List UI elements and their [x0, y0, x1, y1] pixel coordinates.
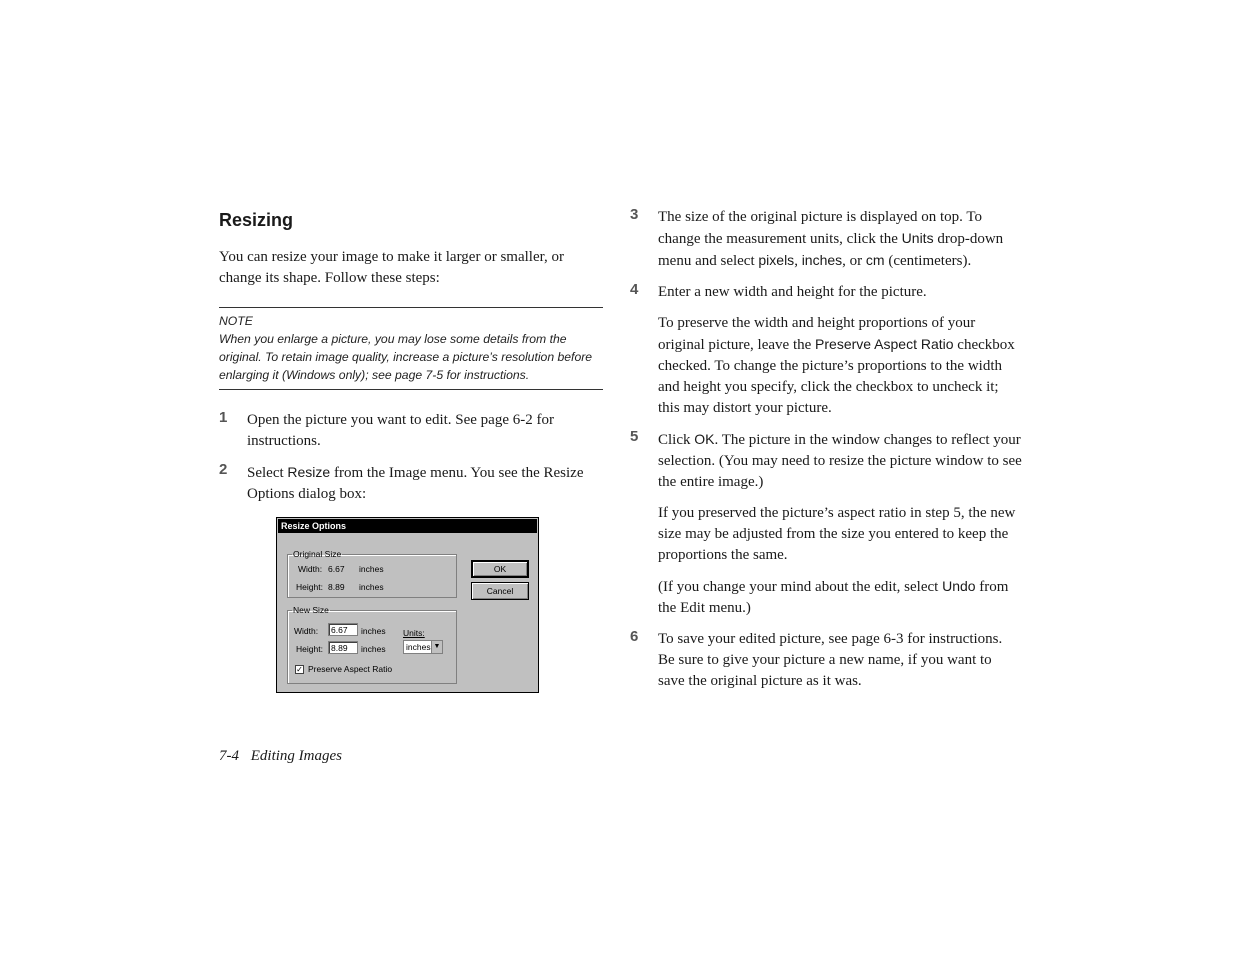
- right-column: [630, 207, 1022, 702]
- ui-ref-cm: cm: [865, 252, 885, 268]
- orig-width-unit: inches: [359, 564, 384, 574]
- step-text: Open the picture you want to edit. See page 6-2 for instructions.: [247, 412, 554, 449]
- preserve-aspect-label[interactable]: Preserve Aspect Ratio: [308, 664, 393, 674]
- ui-ref-pixels: pixels: [758, 252, 795, 268]
- units-selected-value: inches: [406, 642, 431, 652]
- step-2: [219, 462, 603, 505]
- new-width-unit: inches: [361, 626, 386, 636]
- step-number: 2: [219, 461, 228, 478]
- note-text: When you enlarge a picture, you may lose some details from the original. To retain image quality, increase a picture’s resolution before enlarging it (Windows only); see page 7-5 for instructions.: [219, 332, 593, 382]
- step-5: [630, 429, 1022, 493]
- ok-button[interactable]: OK: [471, 560, 529, 578]
- group-legend: Original Size: [293, 549, 342, 559]
- step-number: 3: [630, 206, 639, 223]
- ui-ref-preserve-aspect: Preserve Aspect Ratio: [815, 336, 954, 352]
- step-text-part: Select: [247, 465, 288, 481]
- step-text-part: . The picture in the window changes to reflect your selection. (You may need to resize the picture window to see the entire image.): [658, 432, 1022, 490]
- section-heading: Resizing: [219, 210, 294, 230]
- step-text-part: checkbox checked. To change the picture’s proportions to the width and height you specify, click the checkbox to uncheck it; this may distort your picture.: [658, 337, 1015, 416]
- note-box: [219, 307, 603, 390]
- step-text-part: To preserve the width and height proportions of your original picture, leave the: [658, 315, 976, 353]
- units-select[interactable]: [403, 640, 443, 654]
- footer-section-title: Editing Images: [250, 748, 342, 764]
- step-text-part: ,: [794, 253, 802, 269]
- note-label: NOTE: [219, 314, 253, 328]
- preserve-aspect-checkbox[interactable]: [295, 665, 304, 674]
- step-5-detail-1: [630, 503, 1022, 566]
- orig-height-unit: inches: [359, 582, 384, 592]
- step-text-part: , or: [842, 253, 866, 269]
- step-number: 6: [630, 628, 639, 645]
- units-label: Units:: [403, 628, 425, 638]
- step-text: [247, 462, 603, 505]
- step-1: [219, 410, 603, 452]
- step-4: [630, 282, 1022, 303]
- resize-options-dialog: [276, 517, 539, 693]
- menu-item-ref: Resize: [287, 464, 331, 480]
- intro-paragraph: You can resize your image to make it larger or smaller, or change its shape. Follow these steps:: [219, 249, 564, 286]
- step-text-part: Click: [658, 432, 695, 448]
- new-height-label: Height:: [296, 644, 323, 654]
- step-text-part: (If you change your mind about the edit, select: [658, 579, 943, 595]
- page-number: 7-4: [219, 748, 239, 764]
- step-number: 4: [630, 281, 639, 298]
- orig-height-value: 8.89: [328, 582, 345, 592]
- orig-height-label: Height:: [296, 582, 323, 592]
- step-3: [630, 207, 1022, 272]
- width-input[interactable]: 6.67: [328, 623, 358, 636]
- step-detail-text: [658, 313, 1022, 419]
- step-detail-text: [658, 576, 1022, 619]
- step-text-part: The size of the original picture is displayed on top. To change the measurement units, click the: [658, 209, 983, 247]
- ui-ref-units: Units: [901, 230, 934, 246]
- step-text-part: (centimeters).: [884, 253, 972, 269]
- new-height-unit: inches: [361, 644, 386, 654]
- step-text: [658, 429, 1022, 493]
- step-5-detail-2: [630, 576, 1022, 619]
- step-text-part: from the Image menu. You see the Resize Options dialog box:: [247, 465, 584, 502]
- orig-width-value: 6.67: [328, 564, 345, 574]
- chevron-down-icon[interactable]: ▼: [431, 641, 442, 653]
- left-column: [219, 207, 603, 515]
- page-footer: [219, 748, 342, 765]
- step-text-part: drop-down menu and select: [658, 231, 1004, 269]
- step-number: 1: [219, 409, 228, 426]
- ui-ref-undo: Undo: [942, 578, 976, 594]
- step-text: [658, 207, 1022, 272]
- new-width-label: Width:: [294, 626, 319, 636]
- group-legend: New Size: [293, 605, 329, 615]
- step-text: Enter a new width and height for the picture.: [658, 284, 927, 300]
- height-input[interactable]: 8.89: [328, 641, 358, 654]
- cancel-button[interactable]: Cancel: [471, 582, 529, 600]
- step-text: To save your edited picture, see page 6-3 for instructions. Be sure to give your picture a new name, if you want to save the original picture as it was.: [658, 631, 1003, 689]
- dialog-title: Resize Options: [278, 519, 537, 533]
- ui-ref-ok: OK: [694, 431, 715, 447]
- step-6: [630, 629, 1022, 692]
- ui-ref-inches: inches: [801, 252, 843, 268]
- step-detail-text: If you preserved the picture’s aspect ratio in step 5, the new size may be adjusted from the size you entered to keep the proportions the same.: [658, 505, 1016, 563]
- step-number: 5: [630, 428, 639, 445]
- checkmark-icon: ✓: [296, 665, 303, 674]
- step-4-detail: [630, 313, 1022, 419]
- step-text-part: from the Edit menu.): [658, 579, 1009, 616]
- orig-width-label: Width:: [298, 564, 323, 574]
